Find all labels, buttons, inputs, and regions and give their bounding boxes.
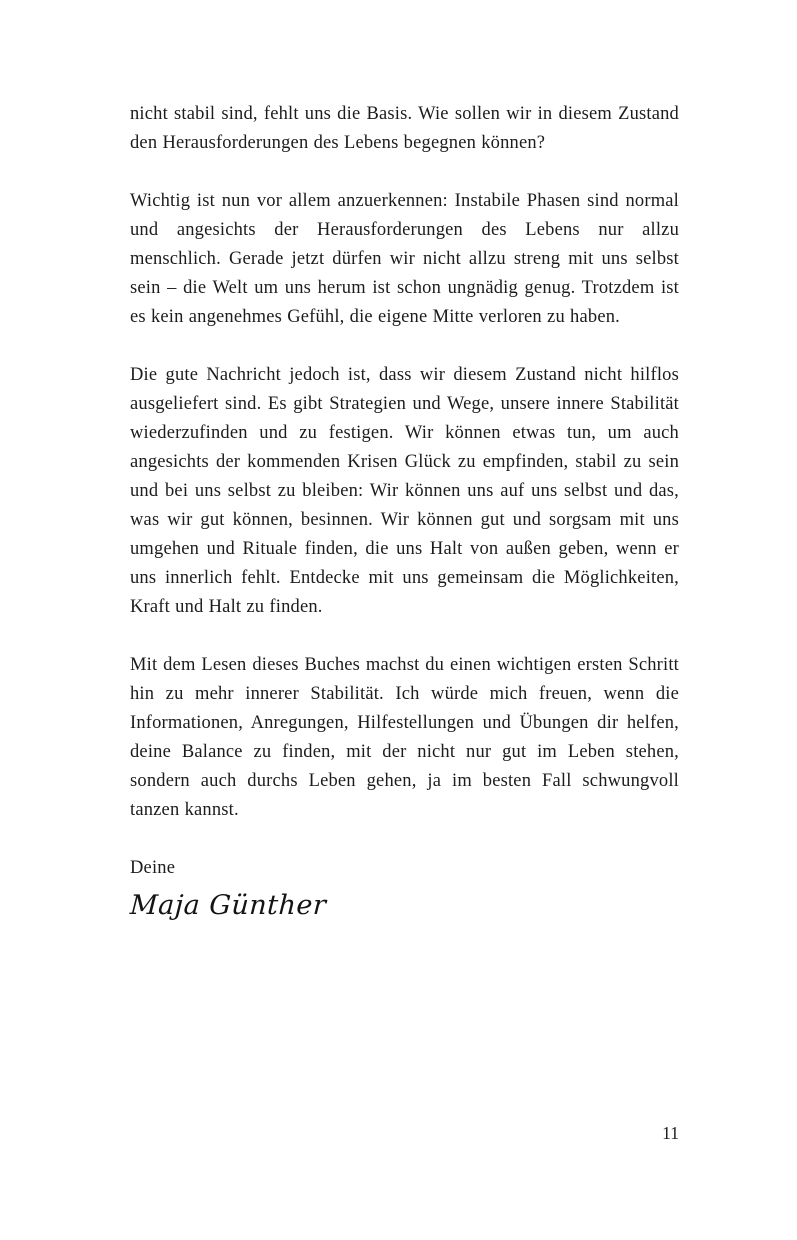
author-signature: Maja Günther [129, 890, 328, 921]
text-block [130, 100, 679, 923]
paragraph: nicht stabil sind, fehlt uns die Basis. Wie sollen wir in diesem Zustand den Herausforderungen des Lebens begegnen können? [130, 104, 679, 153]
paragraph: Mit dem Lesen dieses Buches machst du einen wichtigen ersten Schritt hin zu mehr innerer Stabilität. Ich würde mich freuen, wenn die Informationen, Anregungen, Hilfestellungen und Übungen dir helfen, deine Balance zu finden, mit der nicht nur gut im Leben stehen, sondern auch durchs Leben gehen, ja im besten Fall schwungvoll tanzen kannst. [130, 655, 679, 820]
paragraph: Wichtig ist nun vor allem anzuerkennen: Instabile Phasen sind normal und angesichts der Herausforderungen des Lebens nur allzu menschlich. Gerade jetzt dürfen wir nicht allzu streng mit uns selbst sein – die Welt um uns herum ist schon ungnädig genug. Trotzdem ist es kein angenehmes Gefühl, die eigene Mitte verloren zu haben. [130, 191, 679, 327]
closing-line: Deine [130, 858, 176, 878]
page-number: 11 [662, 1123, 679, 1143]
paragraph: Die gute Nachricht jedoch ist, dass wir diesem Zustand nicht hilflos ausgeliefert sind. Es gibt Strategien und Wege, unsere innere Stabilität wiederzufinden und zu festigen. Wir können etwas tun, um auch angesichts der kommenden Krisen Glück zu empfinden, stabil zu sein und bei uns selbst zu bleiben: Wir können uns auf uns selbst und das, was wir gut können, besinnen. Wir können gut und sorgsam mit uns umgehen und Rituale finden, die uns Halt von außen geben, wenn er uns innerlich fehlt. Entdecke mit uns gemeinsam die Möglichkeiten, Kraft und Halt zu finden. [130, 365, 679, 617]
